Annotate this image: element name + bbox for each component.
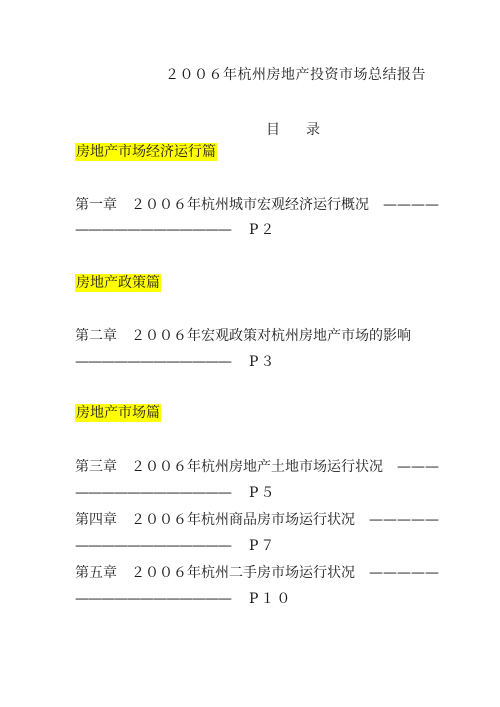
- toc-entry-1-page: P２: [249, 222, 277, 238]
- toc-heading: [266, 119, 346, 139]
- toc-entry-3-line2: [75, 484, 276, 502]
- toc-entry-4-leader: ————————————: [75, 538, 231, 554]
- section-economy: 房地产市场经济运行篇: [76, 144, 216, 160]
- toc-entry-1-line2: [75, 221, 276, 239]
- toc-entry-2-leader: ————————————: [75, 354, 231, 370]
- toc-entry-2-page: P３: [249, 354, 277, 370]
- section-policy: 房地产政策篇: [76, 275, 160, 291]
- toc-entry-3-line1: 第三章 ２００６年杭州房地产土地市场运行状况 ———: [75, 459, 439, 475]
- toc-entry-2-line2: [75, 353, 276, 371]
- document-title: ２００６年杭州房地产投资市场总结报告: [165, 67, 426, 83]
- toc-entry-5-line1: 第五章 ２００６年杭州二手房市场运行状况 —————: [75, 565, 439, 581]
- toc-heading-char-1: 目: [266, 122, 280, 138]
- toc-entry-5-line2: [75, 590, 292, 608]
- toc-entry-5-page: P１０: [249, 591, 293, 607]
- toc-entry-1-leader: ————————————: [75, 222, 231, 238]
- toc-entry-2-line1: 第二章 ２００６年宏观政策对杭州房地产市场的影响: [75, 328, 411, 344]
- toc-entry-4-line1: 第四章 ２００６年杭州商品房市场运行状况 —————: [75, 512, 439, 528]
- toc-entry-3-leader: ————————————: [75, 485, 231, 501]
- section-market: 房地产市场篇: [76, 405, 160, 421]
- toc-entry-4-page: P７: [249, 538, 277, 554]
- toc-entry-4-line2: [75, 537, 276, 555]
- toc-entry-3-page: P５: [249, 485, 277, 501]
- toc-entry-5-leader: ————————————: [75, 591, 231, 607]
- toc-entry-1-line1: 第一章 ２００６年杭州城市宏观经济运行概况 ————: [75, 197, 439, 213]
- toc-heading-char-2: 录: [306, 122, 320, 138]
